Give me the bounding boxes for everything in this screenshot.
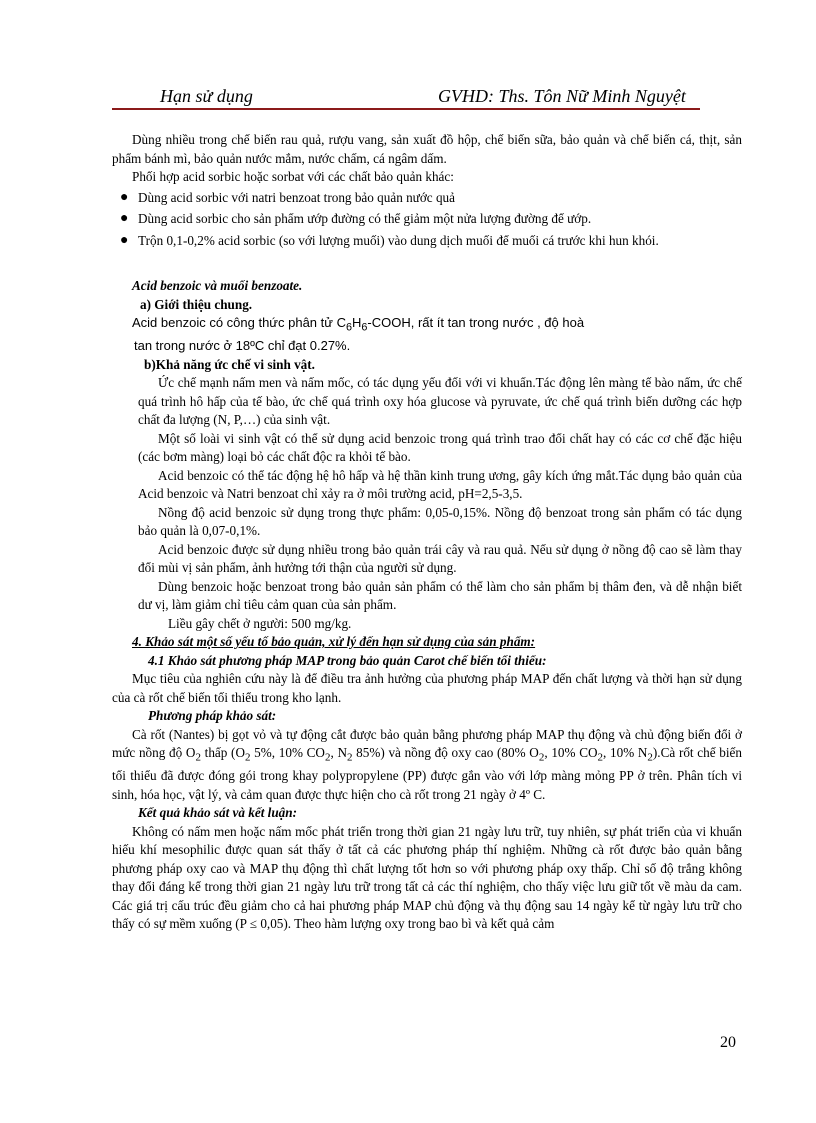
section-heading-benzoic: Acid benzoic và muối benzoate.: [132, 278, 303, 293]
spacer: [112, 253, 742, 277]
subscript: 2: [195, 751, 201, 764]
formula-subscript: 6: [361, 321, 368, 334]
method-paragraph: [112, 726, 742, 805]
subscript: 2: [346, 751, 353, 764]
result-heading: Kết quả khảo sát và kết luận:: [138, 805, 297, 821]
section-4-1-heading: 4.1 Khảo sát phương pháp MAP trong bảo quản Carot chế biến tối thiểu:: [148, 652, 547, 668]
header-rule: [112, 108, 700, 110]
paragraph: Một số loài vi sinh vật có thể sử dụng acid benzoic trong quá trình trao đổi chất hay có các cơ chế đặc hiệu (các bơm màng) loại bỏ các chất độc ra khỏi tế bào.: [138, 430, 742, 465]
method-text: 5%, 10% CO: [250, 745, 325, 761]
inhibition-block: [112, 374, 742, 633]
page-number: 20: [720, 1034, 736, 1051]
bullet-icon: ●: [120, 211, 129, 226]
page-header: [112, 86, 700, 110]
header-right-supervisor: GVHD: Ths. Tôn Nữ Minh Nguyệt: [438, 86, 686, 106]
subscript: 2: [538, 751, 545, 764]
paragraph: Acid benzoic có thể tác động hệ hô hấp và hệ thần kinh trung ương, gây kích ứng mắt.Tác dụng bảo quản của Acid benzoic và Natri benzoat chỉ xảy ra ở môi trường acid, pH=2,5-3,5.: [138, 467, 742, 502]
method-text: 85%) và nồng độ oxy cao (80% O: [352, 745, 539, 761]
goal-paragraph: Mục tiêu của nghiên cứu này là để điều tra ảnh hưởng của phương pháp MAP đến chất lượng và thời hạn sử dụng của cà rốt chế biến tối thiểu trong kho lạnh.: [112, 671, 742, 705]
list-item-text: Trộn 0,1-0,2% acid sorbic (so với lượng muối) vào dung dịch muối để muối cá trước khi hun khói.: [138, 232, 659, 248]
method-text: thấp (O: [200, 745, 245, 761]
section-4-heading: 4. Khảo sát một số yếu tố bảo quản, xử lý đến hạn sử dụng của sản phẩm:: [132, 634, 536, 650]
formula-text-post: -COOH, rất ít tan trong nước , độ hoà: [367, 315, 585, 330]
intro-paragraph-2: Phối hợp acid sorbic hoặc sorbat với các chất bảo quản khác:: [132, 169, 454, 184]
list-item-text: Dùng acid sorbic với natri benzoat trong bảo quản nước quả: [138, 189, 455, 205]
list-item: [112, 189, 742, 208]
bullet-icon: ●: [120, 232, 129, 248]
list-item-text: Dùng acid sorbic cho sản phẩm ướp đường có thể giảm một nửa lượng đường để ướp.: [138, 211, 592, 226]
subscript: 2: [647, 751, 653, 764]
subscript: 2: [244, 751, 251, 764]
method-heading: Phương pháp khảo sát:: [148, 708, 277, 724]
paragraph: Dùng benzoic hoặc benzoat trong bảo quản sản phẩm có thể làm cho sản phẩm bị thâm đen, và dễ nhận biết dư vị, làm giảm chỉ tiêu cảm quan của sản phẩm.: [138, 578, 742, 613]
lethal-dose-line: Liều gây chết ở người: 500 mg/kg.: [168, 615, 352, 631]
solubility-line: tan trong nước ở 18ºC chỉ đạt 0.27%.: [134, 338, 351, 354]
method-text: Cà rốt (Nantes) bị gọt vỏ và tự động cắt được bảo quản bằng phương pháp MAP thụ động và chủ động biến đổi ở mức nồng độ O: [112, 726, 742, 761]
header-left-title: Hạn sử dụng: [160, 86, 253, 106]
formula-line: [112, 314, 742, 337]
list-item: [112, 232, 742, 251]
paragraph: Acid benzoic được sử dụng nhiều trong bảo quản trái cây và rau quả. Nếu sử dụng ở nồng độ cao sẽ làm thay đổi mùi vị sản phẩm, ảnh hưởng tới thận của người sử dụng.: [138, 541, 742, 576]
method-text: , N: [330, 745, 347, 761]
intro-paragraph: Dùng nhiều trong chế biến rau quả, rượu vang, sản xuất đồ hộp, chế biến sữa, bảo quản và chế biến cá, thịt, sản phẩm bánh mì, bảo quản nước mắm, nước chấm, cá ngâm dấm.: [112, 132, 742, 166]
subheading-general: a) Giới thiệu chung.: [140, 296, 253, 312]
formula-text-mid: H: [352, 315, 362, 330]
subheading-inhibition: b)Khả năng ức chế vi sinh vật.: [144, 356, 315, 372]
paragraph: Nồng độ acid benzoic sử dụng trong thực phẩm: 0,05-0,15%. Nồng độ benzoat trong sản phẩm có tác dụng bảo quản là 0,07-0,1%.: [138, 504, 742, 539]
result-paragraph: Không có nấm men hoặc nấm mốc phát triển trong thời gian 21 ngày lưu trữ, tuy nhiên, sự phát triển của vi khuẩn hiếu khí mesophilic được quan sát thấy ở tất cả các phương pháp thí nghiệm. Những cà rốt được bảo quản bằng phương pháp oxy cao và MAP thụ động thì chất lượng tốt hơn so với phương pháp oxy thấp. Chỉ số độ trắng không thay đổi đáng kể trong thời gian 21 ngày lưu trữ trong tất cả các thí nghiệm, cho thấy việc lưu giữ tốt về màu da cam. Các giá trị cấu trúc đều giảm cho cả hai phương pháp MAP chủ động và thụ động sau 14 ngày kể từ ngày lưu trữ cho thấy có sự mềm xuống (P ≤ 0,05). Theo hàm lượng oxy trong bao bì và kết quả cảm: [112, 823, 742, 932]
formula-text-pre: Acid benzoic có công thức phân tử C: [132, 315, 346, 330]
method-text: , 10% N: [603, 745, 648, 761]
subscript: 2: [324, 751, 331, 764]
list-item: [112, 210, 742, 229]
formula-subscript: 6: [345, 321, 352, 334]
subscript: 2: [597, 751, 604, 764]
method-text: ).Cà rốt chế biến tối thiểu đã được đóng gói trong khay polypropylene (PP) được gắn vào với lớp màng mỏng PP ở trên. Phân tích vi sinh, hóa học, vật lý, và cảm quan được thực hiện cho cà rốt trong 21 ngày ở 4º C.: [112, 745, 742, 802]
document-body: [112, 131, 742, 934]
method-text: , 10% CO: [544, 745, 598, 761]
paragraph: Ức chế mạnh nấm men và nấm mốc, có tác dụng yếu đối với vi khuẩn.Tác động lên màng tế bào nấm, ức chế quá trình hô hấp của tế bào, ức chế quá trình oxy hóa glucose và pyruvate, ức chế quá trình biến dưỡng các hợp chất đa lượng (N, P,…) của sinh vật.: [138, 375, 742, 428]
bullet-icon: ●: [120, 189, 129, 205]
